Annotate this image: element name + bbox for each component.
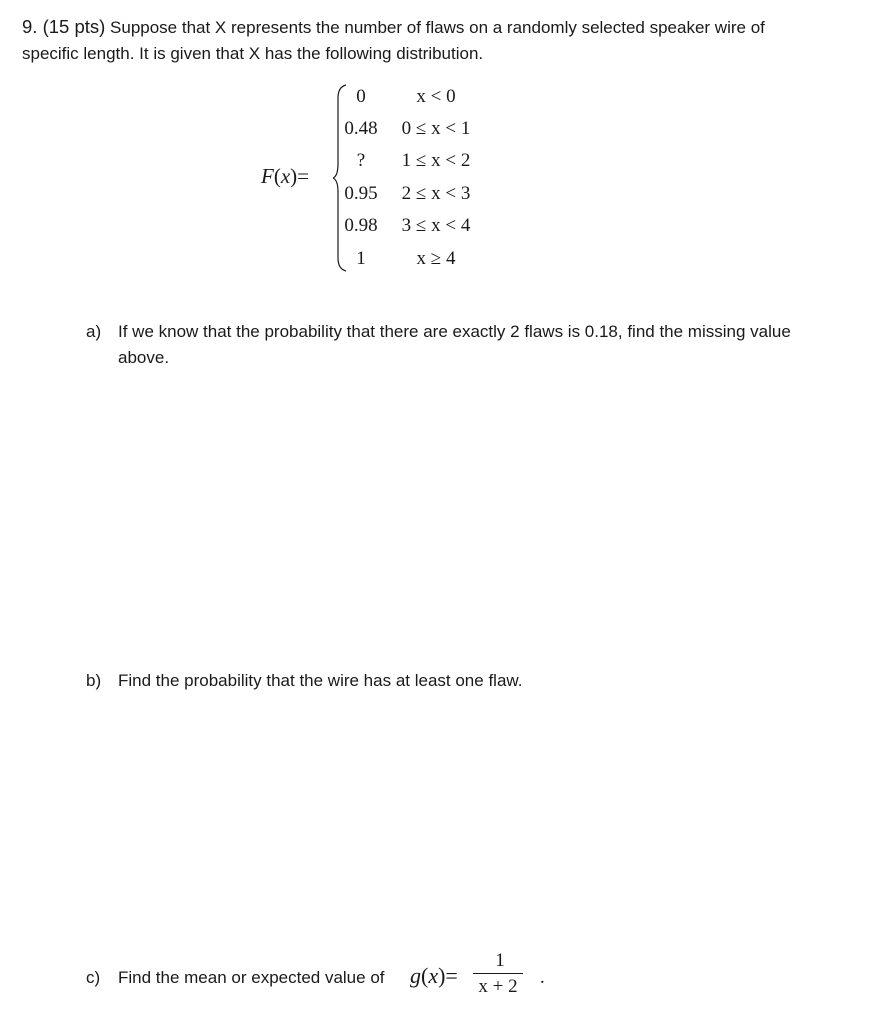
g-fraction-denominator: x + 2: [478, 976, 518, 997]
cdf-piece-value: 0: [356, 86, 366, 107]
part-c-letter: c): [86, 968, 101, 987]
part-c-text: Find the mean or expected value of: [118, 968, 385, 987]
cdf-piece-condition: 3 ≤ x < 4: [401, 215, 471, 236]
part-a: [0, 319, 878, 379]
part-b-text: Find the probability that the wire has at least one flaw.: [118, 671, 523, 690]
cdf-piece-condition: x ≥ 4: [416, 248, 456, 269]
cdf-func-var: x: [280, 164, 291, 188]
cdf-piece-condition: 2 ≤ x < 3: [401, 183, 471, 204]
cdf-piece-condition: 0 ≤ x < 1: [401, 118, 471, 139]
problem-intro-line-2: specific length. It is given that X has the following distribution.: [22, 44, 484, 63]
problem-number: 9. (15 pts): [22, 16, 106, 37]
part-a-text: [118, 319, 858, 371]
cdf-piece-value: 1: [356, 248, 366, 269]
cdf-piece-value: ?: [356, 150, 366, 171]
problem-intro-text: Suppose that X represents the number of flaws on a randomly selected speaker wire of: [105, 18, 765, 37]
part-b-letter: b): [86, 671, 102, 690]
cdf-piece-condition: 1 ≤ x < 2: [401, 150, 471, 171]
cdf-piece-value: 0.48: [344, 118, 378, 139]
cdf-piece-condition: x < 0: [416, 86, 456, 107]
part-c-trailing-period: .: [540, 967, 545, 988]
g-func-name: g: [410, 963, 421, 988]
part-b: [0, 668, 878, 698]
left-brace-icon: [333, 84, 349, 272]
part-c: [0, 965, 410, 995]
cdf-func-name: F: [261, 164, 274, 188]
part-a-letter: a): [86, 322, 102, 341]
part-a-line-1: If we know that the probability that there are exactly 2 flaws is 0.18, find the missing value: [118, 322, 791, 341]
part-a-line-2: above.: [118, 348, 170, 367]
cdf-piece-value: 0.95: [344, 183, 378, 204]
g-fraction: [473, 950, 523, 998]
g-function-label: g(x)=: [410, 963, 458, 988]
fraction-bar: [473, 973, 523, 974]
g-func-var: x: [428, 963, 439, 988]
cdf-function-label: F(x)=: [261, 164, 309, 188]
cdf-piece-value: 0.98: [344, 215, 378, 236]
problem-intro-line-1: [22, 14, 852, 41]
problem-statement: [22, 14, 852, 67]
g-fraction-numerator: 1: [495, 950, 505, 971]
